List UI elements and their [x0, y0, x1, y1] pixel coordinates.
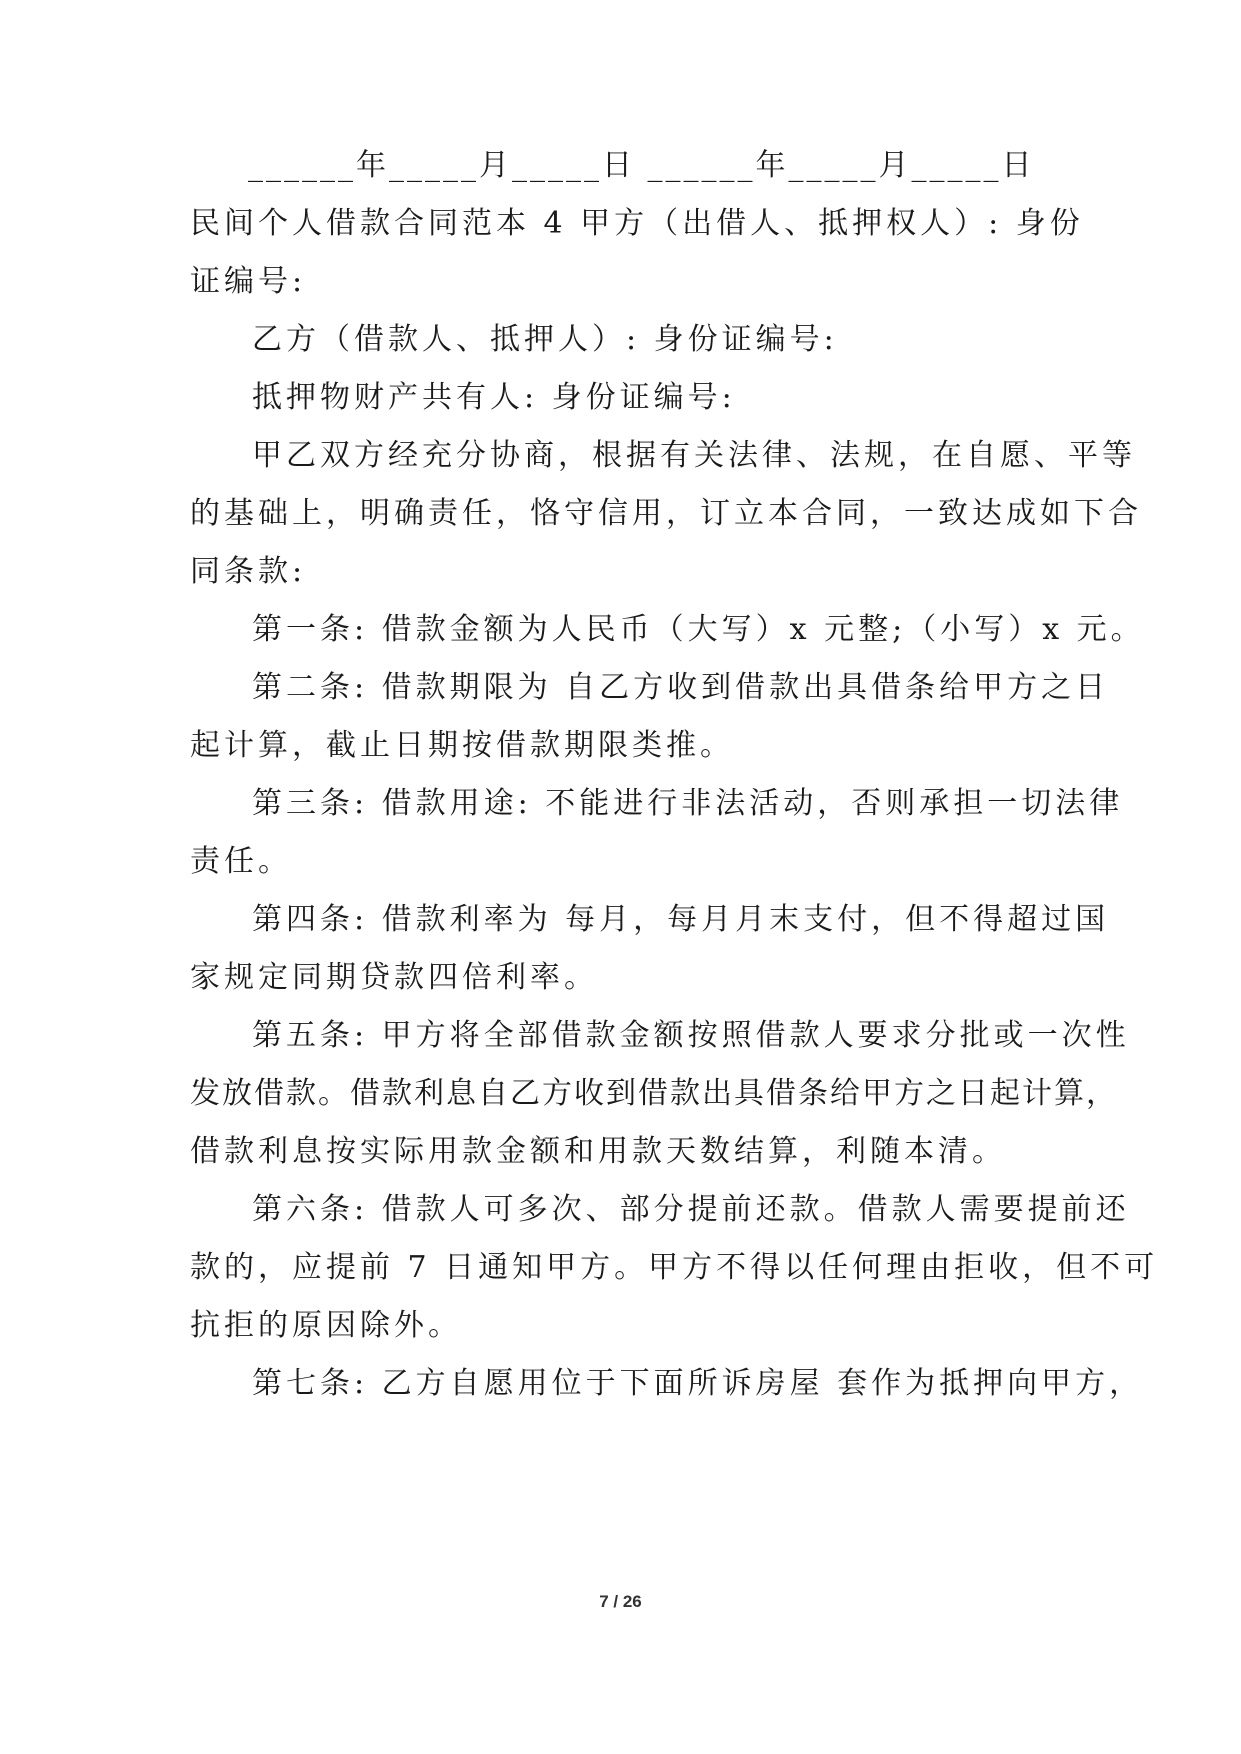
contract-title-line: 民间个人借款合同范本 4 甲方（出借人、抵押权人）: 身份	[190, 206, 1084, 241]
clause-6-line: 第六条: 借款人可多次、部分提前还款。借款人需要提前还	[252, 1192, 1130, 1227]
paragraph-line: 同条款:	[190, 554, 307, 589]
clause-6-line: 抗拒的原因除外。	[190, 1308, 462, 1343]
page-number: 7 / 26	[599, 1592, 642, 1611]
clause-4-line: 第四条: 借款利率为 每月，每月月末支付，但不得超过国	[252, 902, 1110, 937]
co-owner-line: 抵押物财产共有人: 身份证编号:	[252, 380, 736, 415]
party-b-line: 乙方（借款人、抵押人）: 身份证编号:	[252, 322, 838, 357]
clause-2-line: 起计算，截止日期按借款期限类推。	[190, 728, 734, 763]
clause-2-line: 第二条: 借款期限为 自乙方收到借款出具借条给甲方之日	[252, 670, 1110, 705]
clause-5-line: 第五条: 甲方将全部借款金额按照借款人要求分批或一次性	[252, 1018, 1130, 1053]
clause-5-line: 借款利息按实际用款金额和用款天数结算，利随本清。	[190, 1134, 1006, 1169]
clause-4-line: 家规定同期贷款四倍利率。	[190, 960, 598, 995]
paragraph-line: 的基础上，明确责任，恪守信用，订立本合同，一致达成如下合	[190, 496, 1142, 531]
clause-3-line: 责任。	[190, 844, 292, 879]
clause-1-line: 第一条: 借款金额为人民币（大写）x 元整;（小写）x 元。	[252, 612, 1145, 647]
text-line: 证编号:	[190, 264, 307, 299]
clause-6-line: 款的，应提前 7 日通知甲方。甲方不得以任何理由拒收，但不可	[190, 1250, 1159, 1285]
clause-7-line: 第七条: 乙方自愿用位于下面所诉房屋 套作为抵押向甲方，	[252, 1366, 1144, 1401]
paragraph-line: 甲乙双方经充分协商，根据有关法律、法规，在自愿、平等	[252, 438, 1136, 473]
date-line: ______年_____月_____日 ______年_____月_____日	[248, 148, 1035, 183]
clause-5-line: 发放借款。借款利息自乙方收到借款出具借条给甲方之日起计算，	[190, 1076, 1118, 1111]
clause-3-line: 第三条: 借款用途: 不能进行非法活动，否则承担一切法律	[252, 786, 1124, 821]
